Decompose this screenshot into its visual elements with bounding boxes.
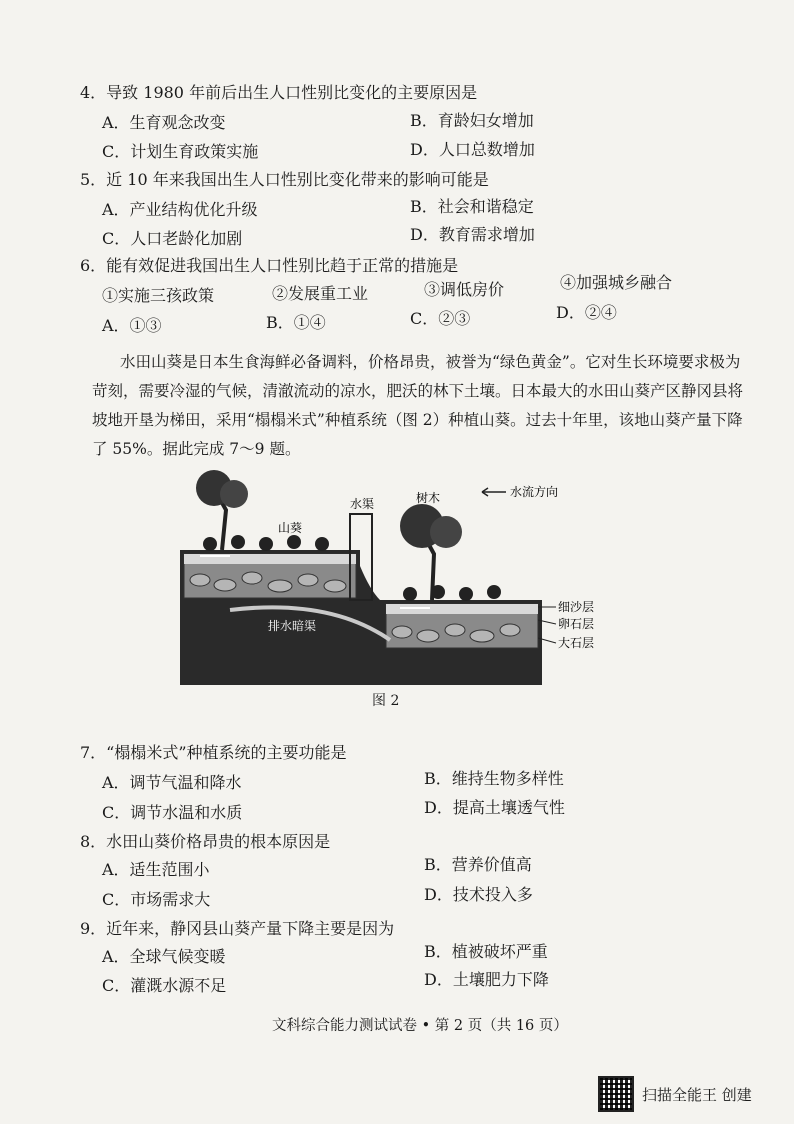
scanner-watermark <box>598 1076 752 1112</box>
label-wasabi: 山葵 <box>278 521 303 535</box>
question-6-statement-2: ②发展重工业 <box>272 284 369 303</box>
page-footer: 文科综合能力测试试卷 • 第 2 页（共 16 页） <box>272 1018 568 1034</box>
question-4-option-c: C．计划生育政策实施 <box>102 142 259 161</box>
question-9-option-c: C．灌溉水源不足 <box>102 976 227 995</box>
question-9-option-b: B．植被破坏严重 <box>424 942 548 961</box>
question-4-option-d: D．人口总数增加 <box>410 140 535 159</box>
question-4-stem: 4．导致 1980 年前后出生人口性别比变化的主要原因是 <box>80 83 478 102</box>
question-6-statement-4: ④加强城乡融合 <box>560 273 673 292</box>
label-drain: 排水暗渠 <box>268 619 317 633</box>
question-8-option-a: A．适生范围小 <box>102 860 210 879</box>
question-9-option-d: D．土壤肥力下降 <box>424 970 549 989</box>
question-7-option-d: D．提高土壤透气性 <box>424 798 565 817</box>
label-boulder-layer: 大石层 <box>558 636 595 650</box>
question-6-option-a: A．①③ <box>102 316 162 335</box>
question-6-option-d: D．②④ <box>556 303 617 322</box>
question-5-option-d: D．教育需求增加 <box>410 225 535 244</box>
tree-right <box>400 504 462 600</box>
question-9-stem: 9．近年来，静冈县山葵产量下降主要是因为 <box>80 919 395 938</box>
question-6-option-b: B．①④ <box>266 313 326 332</box>
question-6-option-c: C．②③ <box>410 309 471 328</box>
question-4-option-a: A．生育观念改变 <box>102 113 226 132</box>
figure-caption: 图 2 <box>372 693 400 709</box>
question-5-stem: 5．近 10 年来我国出生人口性别比变化带来的影响可能是 <box>80 170 489 189</box>
legend-flow-direction: 水流方向 <box>510 485 559 499</box>
question-8-option-b: B．营养价值高 <box>424 855 532 874</box>
question-5-option-c: C．人口老龄化加剧 <box>102 229 243 248</box>
question-8-option-d: D．技术投入多 <box>424 885 533 904</box>
label-sand-layer: 细沙层 <box>558 600 595 614</box>
question-7-option-a: A．调节气温和降水 <box>102 773 242 792</box>
watermark-text: 扫描全能王 创建 <box>642 1085 752 1104</box>
terrace-diagram <box>170 470 610 692</box>
question-5-option-a: A．产业结构优化升级 <box>102 200 258 219</box>
question-6-statement-3: ③调低房价 <box>424 280 505 299</box>
question-9-option-a: A．全球气候变暖 <box>102 947 226 966</box>
question-8-option-c: C．市场需求大 <box>102 890 211 909</box>
question-6-statement-1: ①实施三孩政策 <box>102 286 215 305</box>
label-water-channel: 水渠 <box>350 497 375 511</box>
question-5-option-b: B．社会和谐稳定 <box>410 197 534 216</box>
question-7-option-c: C．调节水温和水质 <box>102 803 243 822</box>
question-7-option-b: B．维持生物多样性 <box>424 769 564 788</box>
label-pebble-layer: 卵石层 <box>558 617 595 631</box>
reading-passage: 水田山葵是日本生食海鲜必备调料，价格昂贵，被誉为“绿色黄金”。它对生长环境要求极为苛刻，需要冷湿的气候，清澈流动的凉水，肥沃的林下土壤。日本最大的水田山葵产区静冈县将坡地开垦为梯田，采用“榻榻米式”种植系统（图 2）种植山葵。过去十年里，该地山葵产量下降了 55%。据此完成 7～9 题。 <box>92 353 744 458</box>
question-7-stem: 7．“榻榻米式”种植系统的主要功能是 <box>80 743 347 762</box>
label-tree: 树木 <box>416 491 441 505</box>
qr-code-icon <box>598 1076 634 1112</box>
question-8-stem: 8．水田山葵价格昂贵的根本原因是 <box>80 832 331 851</box>
question-4-option-b: B．育龄妇女增加 <box>410 111 534 130</box>
question-6-stem: 6．能有效促进我国出生人口性别比趋于正常的措施是 <box>80 256 459 275</box>
